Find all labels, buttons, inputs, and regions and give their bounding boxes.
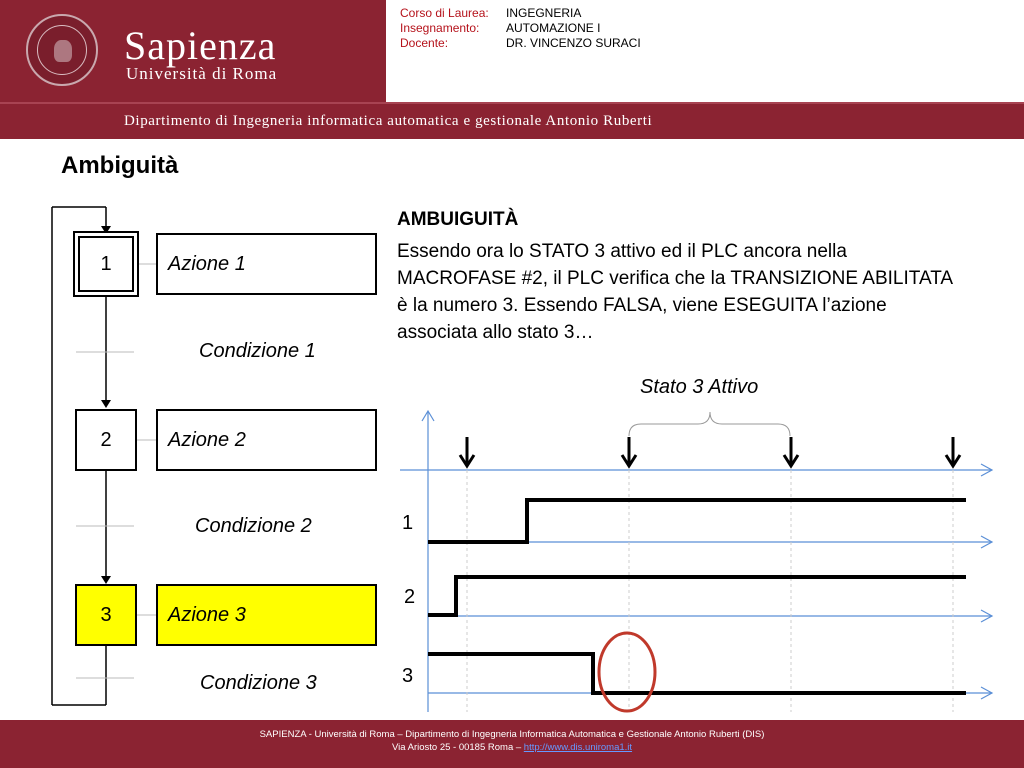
stato-3-annotation: Stato 3 Attivo [640, 376, 759, 398]
footer-line-2 [0, 741, 1024, 754]
footer [0, 720, 1024, 768]
signal-2-trace [428, 577, 966, 615]
footer-address: Via Ariosto 25 - 00185 Roma – [391, 742, 524, 753]
university-name: Sapienza [124, 23, 277, 68]
signal-1-label: 1 [402, 512, 414, 534]
signal-3-trace [428, 654, 966, 693]
condition-3: Condizione 3 [200, 672, 317, 694]
course-label: Corso di Laurea: [400, 6, 489, 20]
action-2-label: Azione 2 [168, 428, 246, 451]
footer-website-link[interactable]: http://www.dis.uniroma1.it [523, 742, 633, 753]
university-subtitle: Università di Roma [126, 64, 278, 83]
condition-1: Condizione 1 [199, 340, 316, 362]
action-3-label: Azione 3 [168, 603, 246, 626]
step-2-number: 2 [100, 428, 112, 451]
footer-text [0, 728, 1024, 754]
subject-label: Insegnamento: [400, 21, 480, 35]
teacher-label: Docente: [400, 36, 449, 50]
department-name: Dipartimento di Ingegneria informatica automatica e gestionale Antonio Ruberti [124, 113, 653, 129]
highlight-ellipse [599, 633, 655, 711]
footer-line-1: SAPIENZA - Università di Roma – Dipartimento di Ingegneria Informatica Automatica e Gestionale Antonio Ruberti (DIS) [259, 729, 765, 740]
course-value: INGEGNERIA [506, 6, 582, 20]
subject-value: AUTOMAZIONE I [506, 21, 601, 35]
action-1-label: Azione 1 [168, 252, 246, 275]
signal-2-label: 2 [404, 586, 416, 608]
explanation-heading: AMBUIGUITÀ [397, 209, 519, 230]
teacher-value: DR. VINCENZO SURACI [506, 36, 641, 50]
step-3-number: 3 [100, 603, 112, 626]
slide-title: Ambiguità [61, 152, 179, 179]
step-1-number: 1 [100, 252, 112, 275]
explanation-body: Essendo ora lo STATO 3 attivo ed il PLC ancora nella MACROFASE #2, il PLC verifica che la TRANSIZIONE ABILITATA è la numero 3. Essendo FALSA, viene ESEGUITA l’azione associata allo stato 3… [397, 241, 953, 343]
condition-2: Condizione 2 [195, 515, 312, 537]
signal-3-label: 3 [402, 665, 414, 687]
stato-3-brace [629, 412, 790, 436]
signal-1-trace [428, 500, 966, 542]
